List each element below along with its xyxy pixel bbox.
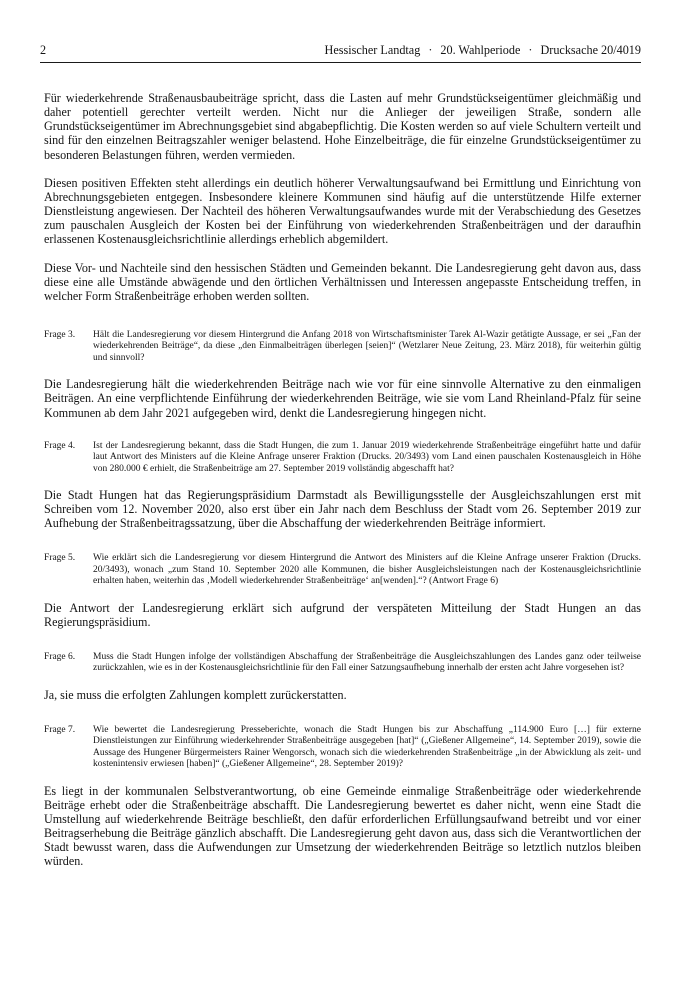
question-text: Hält die Landesregierung vor diesem Hintergrund die Anfang 2018 von Wirtschaftsminister Tarek Al-Wazir getätigte Aussage, er sei „Fan der wiederkehrenden Beiträge“, da diese „den Einmalbeiträgen überlegen [seien]“ (Wetzlarer Neue Zeitung, 23. März 2018), für weiterhin gültig und sinnvoll? [93,330,641,363]
answer-paragraph: Die Stadt Hungen hat das Regierungspräsidium Darmstadt als Bewilligungsstelle der Ausgleichszahlungen erst mit Schreiben vom 12. November 2020, also erst über ein Jahr nach dem Beschluss der Stadt vom 26. September 2019 zur Aufhebung der Straßenbeitragssatzung, über die Abschaffung der wiederkehrenden Beiträge informiert. [44,487,641,531]
question-label: Frage 3. [44,330,76,341]
document-body [44,91,641,868]
page-number: 2 [40,43,47,57]
question-label: Frage 4. [44,440,76,451]
question-block [44,441,641,475]
question-block [44,725,641,771]
question-label: Frage 7. [44,724,76,735]
document-number: Drucksache 20/4019 [540,43,641,57]
answer-paragraph: Ja, sie muss die erfolgten Zahlungen komplett zurückerstatten. [44,687,347,702]
question-block [44,652,641,675]
legislative-period: 20. Wahlperiode [440,43,521,57]
body-paragraph: Für wiederkehrende Straßenausbaubeiträge spricht, dass die Lasten auf mehr Grundstückseigentümer gleichmäßig und daher potentiell gerechter verteilt werden. Nicht nur die Anlieger der jeweiligen Straße, sondern alle Grundstückseigentümer im Abrechnungsgebiet sind abgabepflichtig. Die Kosten werden so auf viele Schultern verteilt und sind für den einzelnen Beitragszahler weniger belastend. Hohe Einzelbeiträge, die für einzelne Grundstückseigentümer zu besonderen Belastungen führen, werden vermieden. [44,91,641,162]
question-block [44,553,641,587]
body-paragraph: Diesen positiven Effekten steht allerdings ein deutlich höherer Verwaltungsaufwand bei Ermittlung und Einrichtung von Abrechnungsgebieten entgegen. Insbesondere kleinere Kommunen sind häufig auf die unterstützende Hilfe externer Dienstleistung angewiesen. Der Nachteil des höheren Verwaltungsaufwandes wurde mit der Verabschiedung des Gesetzes zum pauschalen Ausgleich der Kosten bei der Einführung von wiederkehrenden Straßenbeiträgen und der daraufhin erlassenen Kostenausgleichsrichtlinie allerdings erheblich abgemildert. [44,175,641,247]
header-separator: · [428,43,433,57]
answer-paragraph: Die Landesregierung hält die wiederkehrenden Beiträge nach wie vor für eine sinnvolle Alternative zu den einmaligen Beiträgen. An eine verpflichtende Einführung der wiederkehrenden Beiträge, wie sie vom Land Rheinland-Pfalz für seine Kommunen ab dem Jahr 2021 aufgegeben wird, denkt die Landesregierung hingegen nicht. [44,377,641,420]
answer-paragraph: Die Antwort der Landesregierung erklärt sich aufgrund der verspäteten Mitteilung der Stadt Hungen an das Regierungspräsidium. [44,600,641,629]
body-paragraph: Diese Vor- und Nachteile sind den hessischen Städten und Gemeinden bekannt. Die Landesregierung geht davon aus, dass diese eine alle Umstände abwägende und den örtlichen Verhältnissen und Interessen angepasste Entscheidung treffen, in welcher Form Straßenbeiträge erhoben werden sollten. [44,260,641,303]
answer-paragraph: Es liegt in der kommunalen Selbstverantwortung, ob eine Gemeinde einmalige Straßenbeiträge oder wiederkehrende Beiträge erhebt oder die Straßenbeiträge abschafft. Die Landesregierung bewertet es daher nicht, wenn eine Stadt die Umstellung auf wiederkehrende Beiträge beschließt, den dafür erforderlichen Erfüllungsaufwand betreibt und vor einer Beitragserhebung die Beiträge gänzlich abschafft. Die Landesregierung geht davon aus, dass sich die Verantwortlichen der Stadt bewusst waren, dass die Aufwendungen zur Umsetzung der wiederkehrenden Beiträge so letztlich nutzlos bleiben würden. [44,783,641,869]
question-text: Ist der Landesregierung bekannt, dass die Stadt Hungen, die zum 1. Januar 2019 wiederkehrende Straßenbeiträge eingeführt hatte und dafür laut Antwort des Ministers auf die Kleine Anfrage unserer Fraktion (Drucks. 20/3493) vom Land einen pauschalen Kostenausgleich in Höhe von 280.000 € erhielt, die Straßenbeiträge am 27. September 2019 vollständig abgeschafft hat? [93,440,641,474]
question-label: Frage 5. [44,553,76,564]
question-text: Wie erklärt sich die Landesregierung vor diesem Hintergrund die Antwort des Ministers auf die Kleine Anfrage unserer Fraktion (Drucks. 20/3493), wonach „zum Stand 10. September 2020 alle Kommunen, die bisher Ausgleichsleistungen nach der Kostenausgleichsrichtlinie erhalten haben, weiterhin das ‚Modell wiederkehrender Straßenbeiträge‘ an[wenden].“? (Antwort Frage 6) [93,553,641,587]
question-block [44,330,641,364]
question-text: Muss die Stadt Hungen infolge der vollständigen Abschaffung der Straßenbeiträge die Ausgleichszahlungen des Landes ganz oder teilweise zurückzahlen, wie es in der Kostenausgleichsrichtlinie für den Fall einer Satzungsaufhebung innerhalb der ersten acht Jahre vorgesehen ist? [93,651,641,674]
question-text: Wie bewertet die Landesregierung Presseberichte, wonach die Stadt Hungen bis zur Abschaffung „114.900 Euro […] für externe Dienstleistungen zur Einführung wiederkehrender Straßenbeiträge ausgegeben [hat]“ („Gießener Allgemeine“, 14. September 2019), sowie die Aussage des Hungener Bürgermeisters Rainer Wengorsch, wonach sich die wiederkehrenden Straßenbeiträge „in der Abwicklung als zeit- und kostenintensiv erwiesen [haben]“ („Gießener Allgemeine“, 28. September 2019)? [93,724,641,770]
running-header [325,43,641,58]
question-label: Frage 6. [44,651,76,662]
page-header [40,40,641,63]
header-separator: · [528,43,533,57]
parliament-name: Hessischer Landtag [324,43,421,57]
